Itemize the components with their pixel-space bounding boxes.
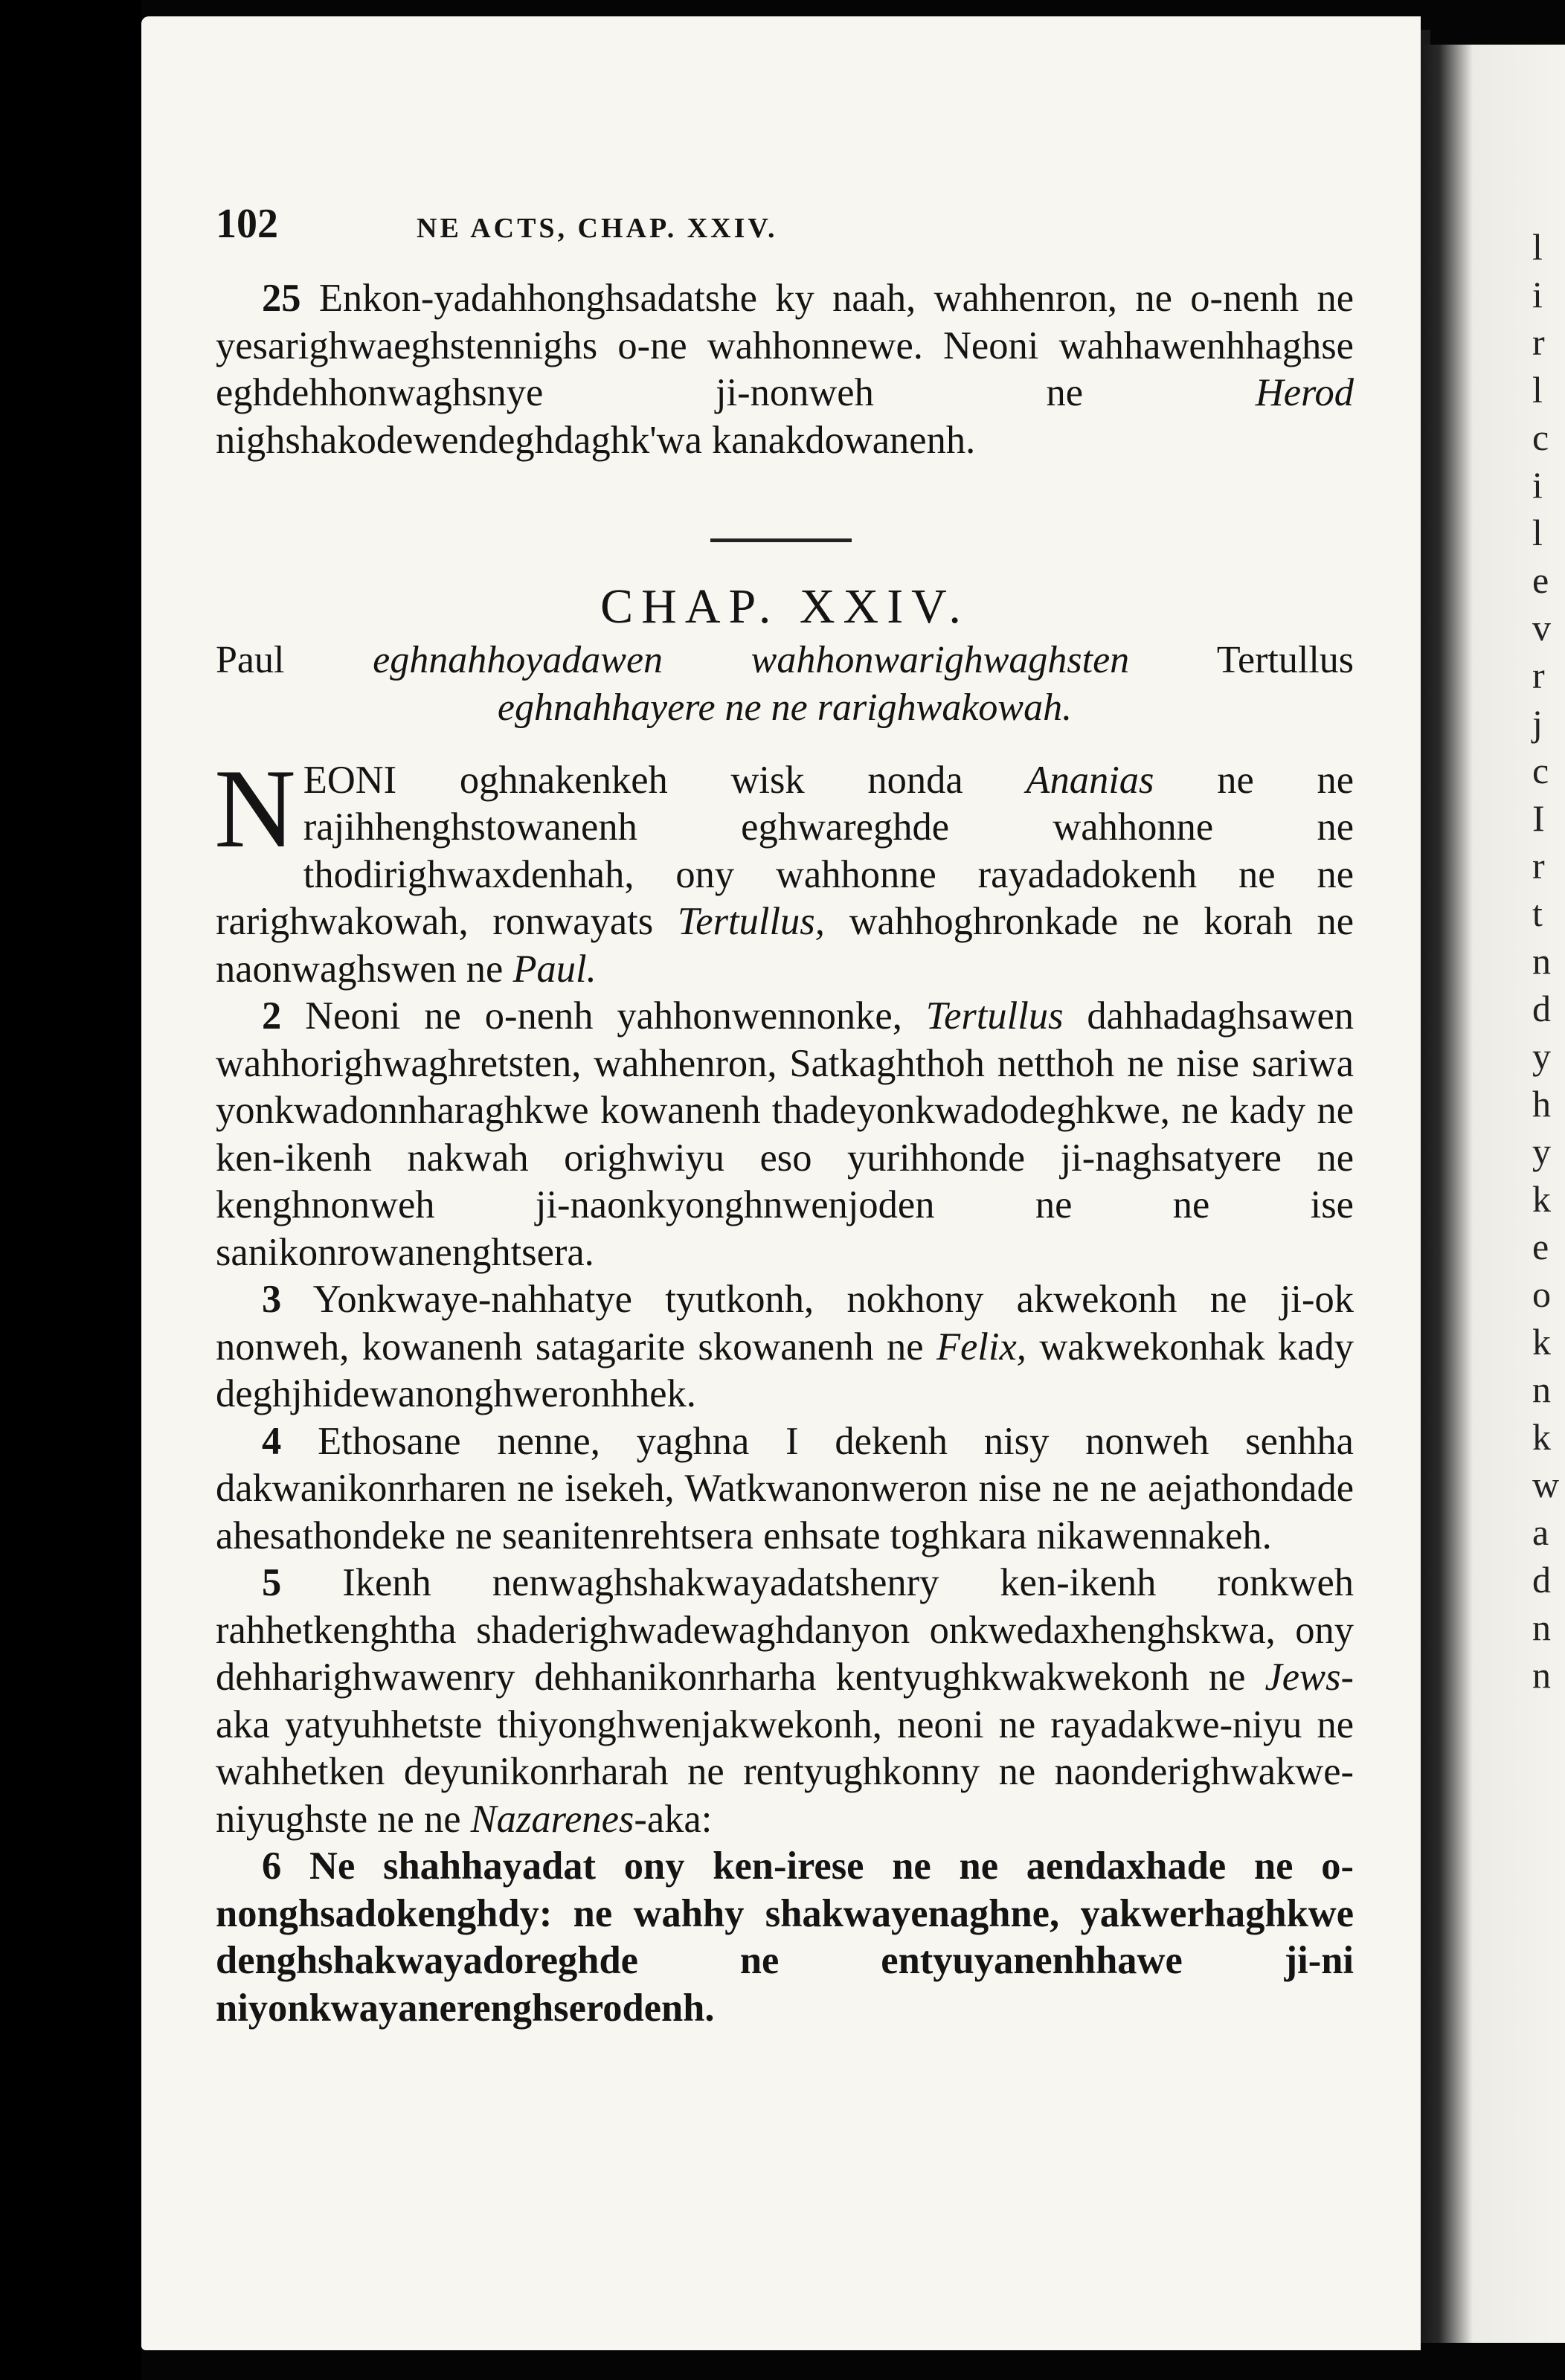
verse-text: Ethosane nenne, yaghna I dekenh nisy nonweh senhha dakwanikonrharen ne isekeh, Watkwanonweron nise ne ne aejathondade ahesathondeke ne seanitenrehtsera enhsate toghkara nikawennakeh. <box>216 1419 1354 1557</box>
name-paul: Paul. <box>512 947 597 991</box>
facing-page-letter: d <box>1532 988 1551 1029</box>
facing-page-letter: n <box>1532 1654 1551 1696</box>
verse-text-cont: wakwekonhak kady deghjhidewanonghweronhhek. <box>216 1325 1354 1415</box>
facing-page-letter: c <box>1532 416 1549 458</box>
verse-6 <box>216 1843 1354 2032</box>
name-herod: Herod <box>1255 371 1354 414</box>
name-felix: Felix, <box>936 1325 1026 1368</box>
facing-page-letter: v <box>1532 607 1551 649</box>
summary-start: Paul <box>216 638 285 681</box>
facing-page-letter: I <box>1532 797 1545 839</box>
verse-2 <box>216 993 1354 1276</box>
summary-name: Tertullus <box>1216 638 1354 681</box>
facing-page-letter: l <box>1532 369 1543 411</box>
facing-page-letter: k <box>1532 1178 1551 1220</box>
facing-page-letter: k <box>1532 1321 1551 1363</box>
facing-page-letter: r <box>1532 845 1545 887</box>
facing-page-letter: n <box>1532 940 1551 982</box>
verse-text-cont: dahhadaghsawen wahhorighwaghretsten, wahhenron, Satkaghthoh netthoh ne nise sariwa yonkwadonnharaghkwe kowanenh thadeyonkwadodeghkwe, ne kady ne ken-ikenh nakwah orighwiyu eso yurihhonde ji-naghsatyere ne kenghnonweh ji-naonkyonghnwenjoden ne ne ise sanikonrowanenghtsera. <box>216 994 1354 1274</box>
page-header <box>216 201 1354 253</box>
verse-text: Ikenh nenwaghshakwayadatshenry ken-ikenh ronkweh rahhetkenghtha shaderighwadewaghdanyon onkwedaxhenghskwa, ony dehharighwawenry dehhanikonrharha kentyughkwakwekonh ne <box>216 1561 1354 1699</box>
summary-italic: eghnahhoyadawen wahhonwarighwaghsten <box>373 638 1130 681</box>
page-text <box>216 201 1354 2032</box>
facing-page-letter: n <box>1532 1606 1551 1648</box>
facing-page-letter: l <box>1532 512 1543 553</box>
chapter-summary <box>216 637 1354 732</box>
name-ananias: Ananias <box>1026 758 1154 802</box>
facing-page-letter: i <box>1532 464 1543 506</box>
facing-page-letter: e <box>1532 559 1549 601</box>
verse-text: Yonkwaye-nahhatye tyutkonh, nokhony akwekonh ne ji-ok nonweh, kowanenh satagarite skowanenh ne <box>216 1278 1354 1368</box>
summary-line-1 <box>216 637 1354 684</box>
verse-number: 4 <box>262 1419 282 1463</box>
facing-page-letter: t <box>1532 892 1543 934</box>
facing-page-letter: j <box>1532 702 1543 744</box>
verse-text: Neoni ne o-nenh yahhonwennonke, <box>305 994 902 1038</box>
verse-3 <box>216 1276 1354 1418</box>
running-head: NE ACTS, CHAP. XXIV. <box>417 213 778 244</box>
page-number: 102 <box>216 201 278 247</box>
drop-cap: N <box>214 745 296 871</box>
verse-number: 3 <box>262 1278 282 1321</box>
verse-text: Ne shahhayadat ony ken-irese ne ne aendaxhade ne o-nonghsadokenghdy: ne wahhy shakwayenaghne, yakwerhaghkwe denghshakwayadoreghde ne entyuyanenhhawe ji-ni niyonkwayanerenghserodenh. <box>216 1844 1354 2030</box>
verse-number: 25 <box>262 277 301 320</box>
verse-text-cont: ne ne rajihhenghstowanenh eghwareghde wahhonne ne thodirighwaxdenhah, ony wahhonne rayadadokenh ne ne rarighwakowah, ronwayats <box>216 758 1354 943</box>
verse-number: 6 <box>262 1844 282 1888</box>
summary-line-2: eghnahhayere ne ne rarighwakowah. <box>497 686 1073 729</box>
facing-page-letter: k <box>1532 1416 1551 1458</box>
name-nazarenes: Nazarenes <box>470 1797 634 1841</box>
verse-text: EONI oghnakenkeh wisk nonda <box>303 758 963 802</box>
verse-1 <box>214 745 1354 994</box>
facing-page-letter: n <box>1532 1368 1551 1410</box>
facing-page-letter: a <box>1532 1511 1549 1553</box>
section-divider <box>216 464 1354 561</box>
name-jews: Jews <box>1264 1656 1341 1699</box>
verse-5 <box>216 1560 1354 1843</box>
verse-number: 2 <box>262 994 282 1038</box>
name-tertullus: Tertullus, <box>677 900 825 943</box>
verse-text-end: -aka: <box>634 1797 713 1841</box>
name-tertullus: Tertullus <box>925 994 1064 1038</box>
chapter-heading: CHAP. XXIV. <box>600 579 969 634</box>
facing-page-letter: i <box>1532 274 1543 315</box>
verse-text-cont: nighshakodewendeghdaghk'wa kanakdowanenh. <box>216 418 976 462</box>
book-binding-shadow <box>0 0 141 2380</box>
verse-text-cont: wahhoghronkade ne korah ne naonwaghswen ne <box>216 900 1354 991</box>
facing-page-letter: y <box>1532 1130 1551 1172</box>
facing-page-letter: d <box>1532 1559 1551 1601</box>
facing-page-letter: r <box>1532 321 1545 363</box>
divider-rule <box>710 538 852 542</box>
verse-25 <box>216 275 1354 464</box>
facing-page-letter: y <box>1532 1035 1551 1077</box>
facing-page-letter: h <box>1532 1083 1551 1125</box>
verse-text-cont: -aka yatyuhhetste thiyonghwenjakwekonh, neoni ne rayadakwe-niyu ne wahhetken deyunikonrharah ne rentyughkonny ne naonderighwakwe-niyughste ne ne <box>216 1656 1354 1841</box>
facing-page-letter: e <box>1532 1226 1549 1267</box>
verse-4 <box>216 1418 1354 1560</box>
verse-number: 5 <box>262 1561 282 1604</box>
facing-page-letter: c <box>1532 750 1549 791</box>
facing-page-letter: l <box>1532 226 1543 268</box>
facing-page-letter: r <box>1532 654 1545 696</box>
verse-text: Enkon-yadahhonghsadatshe ky naah, wahhenron, ne o-nenh ne yesarighwaeghstennighs o-ne wahhonnewe. Neoni wahhawenhhaghse eghdehhonwaghsnye ji-nonweh ne <box>216 277 1354 414</box>
facing-page-letter: w <box>1532 1464 1560 1505</box>
facing-page-letter: o <box>1532 1273 1551 1315</box>
facing-page-text <box>1532 223 1562 2082</box>
